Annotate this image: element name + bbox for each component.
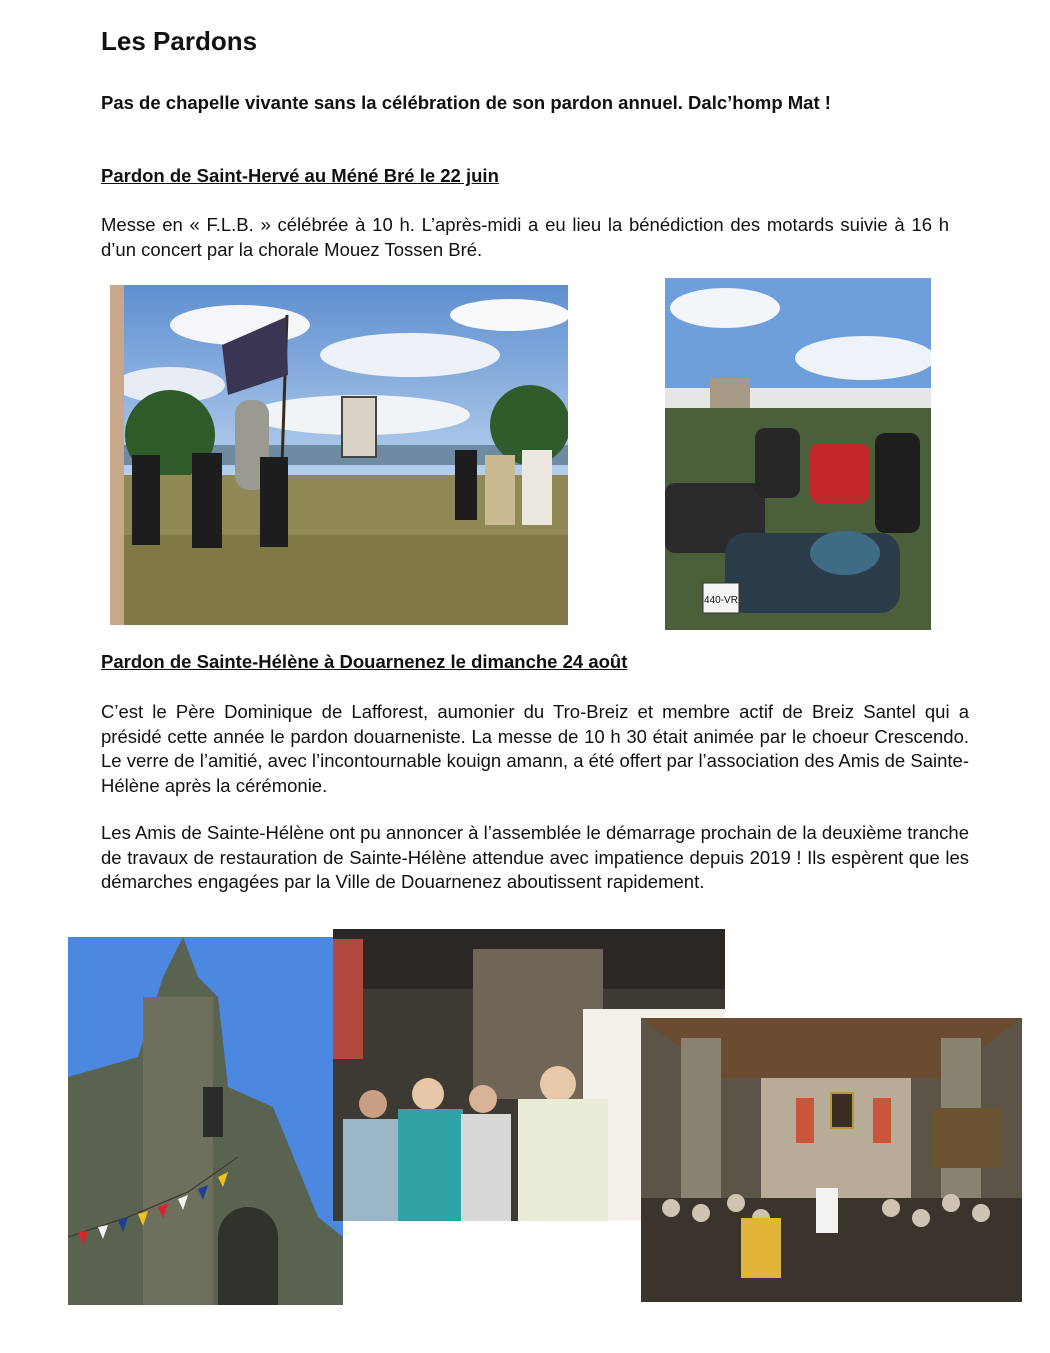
photo-procession-flag: [110, 285, 568, 625]
section-text-sainte-helene-1: C’est le Père Dominique de Lafforest, aumonier du Tro-Breiz et membre actif de Breiz Santel qui a présidé cette année le pardon douarneniste. La messe de 10 h 30 était animée par le choeur Crescendo. Le verre de l’amitié, avec l’incontournable kouign amann, a été offert par l’association des Amis de Sainte-Hélène après la cérémonie.: [101, 701, 969, 796]
photo-motorcyclists: [665, 278, 931, 630]
section-heading-saint-herve: Pardon de Saint-Hervé au Méné Bré le 22 juin: [101, 165, 499, 186]
section-heading-sainte-helene: Pardon de Sainte-Hélène à Douarnenez le dimanche 24 août: [101, 651, 628, 672]
intro-text: Pas de chapelle vivante sans la célébration de son pardon annuel. Dalc’homp Mat !: [101, 92, 831, 113]
photo-church-tower: [68, 937, 343, 1305]
license-plate: 440-VR: [704, 595, 738, 606]
photo-chapel-nave: [641, 1018, 1022, 1302]
section-text-sainte-helene-2: Les Amis de Sainte-Hélène ont pu annoncer à l’assemblée le démarrage prochain de la deuxième tranche de travaux de restauration de Sainte-Hélène attendue avec impatience depuis 2019 ! Ils espèrent que les démarches engagées par la Ville de Douarnenez aboutissent rapidement.: [101, 822, 969, 892]
page-title: Les Pardons: [101, 26, 258, 56]
section-text-saint-herve: Messe en « F.L.B. » célébrée à 10 h. L’après-midi a eu lieu la bénédiction des motards suivie à 16 h d’un concert par la chorale Mouez Tossen Bré.: [101, 214, 949, 260]
